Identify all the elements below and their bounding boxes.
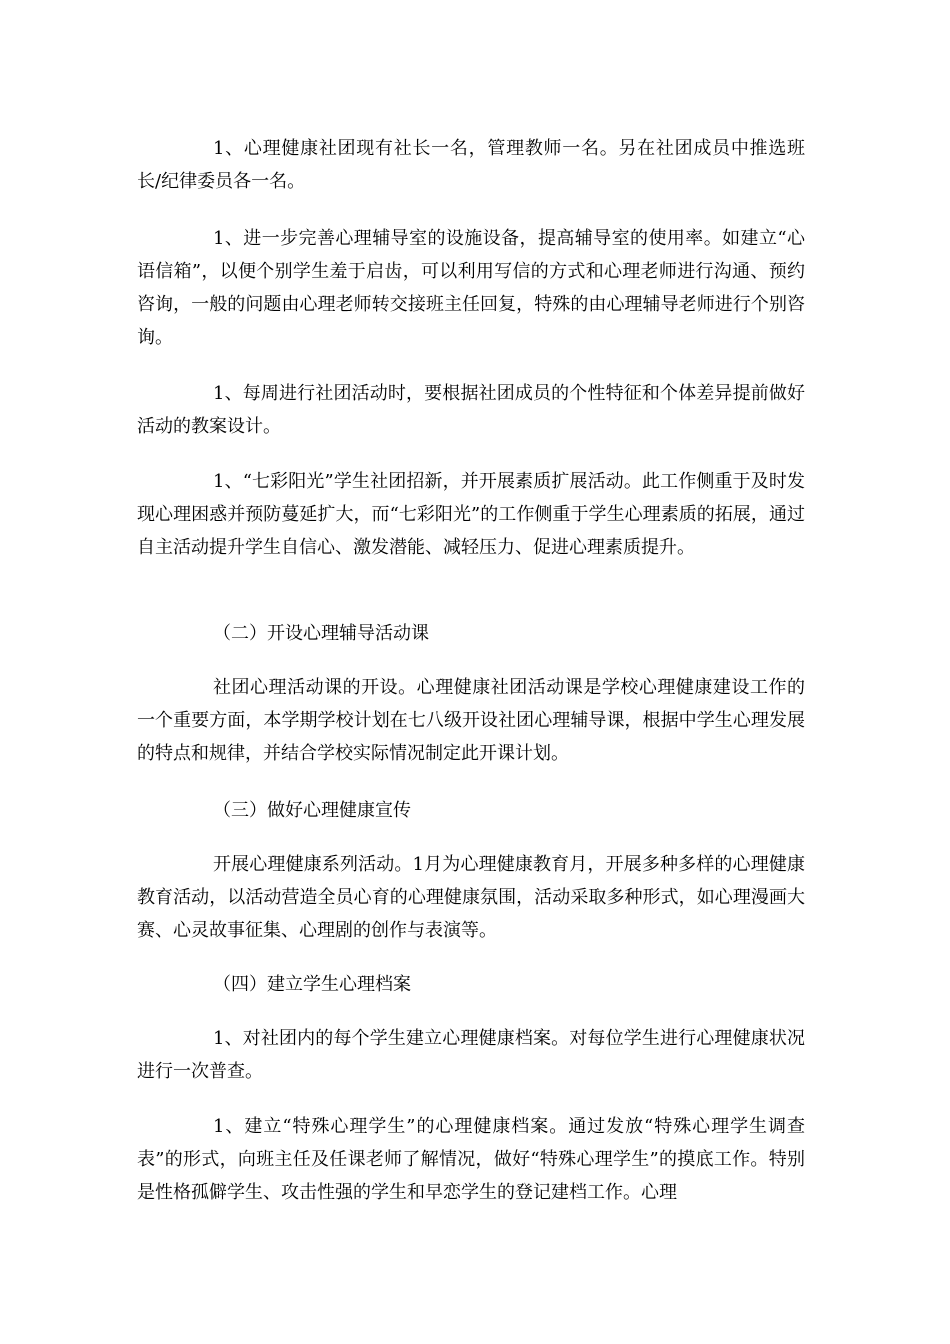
paragraph-4: 1、“七彩阳光”学生社团招新，并开展素质扩展活动。此工作侧重于及时发现心理困惑并预防蔓延扩大，而“七彩阳光”的工作侧重于学生心理素质的拓展，通过自主活动提升学生自信心、激发潜能、减轻压力、促进心理素质提升。 — [137, 471, 805, 558]
paragraph-6: 开展心理健康系列活动。1月为心理健康教育月，开展多种多样的心理健康教育活动，以活动营造全员心育的心理健康氛围，活动采取多种形式，如心理漫画大赛、心灵故事征集、心理剧的创作与表演等。 — [137, 854, 805, 941]
paragraph-2: 1、进一步完善心理辅导室的设施设备，提高辅导室的使用率。如建立“心语信箱”，以便个别学生羞于启齿，可以利用写信的方式和心理老师进行沟通、预约咨询，一般的问题由心理老师转交接班主任回复，特殊的由心理辅导老师进行个别咨询。 — [137, 228, 805, 348]
section-heading-3: （三）做好心理健康宣传 — [213, 800, 411, 821]
section-heading-2: （二）开设心理辅导活动课 — [213, 623, 429, 644]
paragraph-7: 1、对社团内的每个学生建立心理健康档案。对每位学生进行心理健康状况进行一次普查。 — [137, 1028, 805, 1082]
paragraph-8: 1、建立“特殊心理学生”的心理健康档案。通过发放“特殊心理学生调查表”的形式，向班主任及任课老师了解情况，做好“特殊心理学生”的摸底工作。特别是性格孤僻学生、攻击性强的学生和早恋学生的登记建档工作。心理 — [137, 1116, 805, 1203]
section-heading-4: （四）建立学生心理档案 — [213, 974, 411, 995]
paragraph-5: 社团心理活动课的开设。心理健康社团活动课是学校心理健康建设工作的一个重要方面，本学期学校计划在七八级开设社团心理辅导课，根据中学生心理发展的特点和规律，并结合学校实际情况制定此开课计划。 — [137, 677, 805, 764]
paragraph-3: 1、每周进行社团活动时，要根据社团成员的个性特征和个体差异提前做好活动的教案设计。 — [137, 383, 805, 437]
paragraph-1: 1、心理健康社团现有社长一名，管理教师一名。另在社团成员中推选班长/纪律委员各一名。 — [137, 138, 805, 192]
